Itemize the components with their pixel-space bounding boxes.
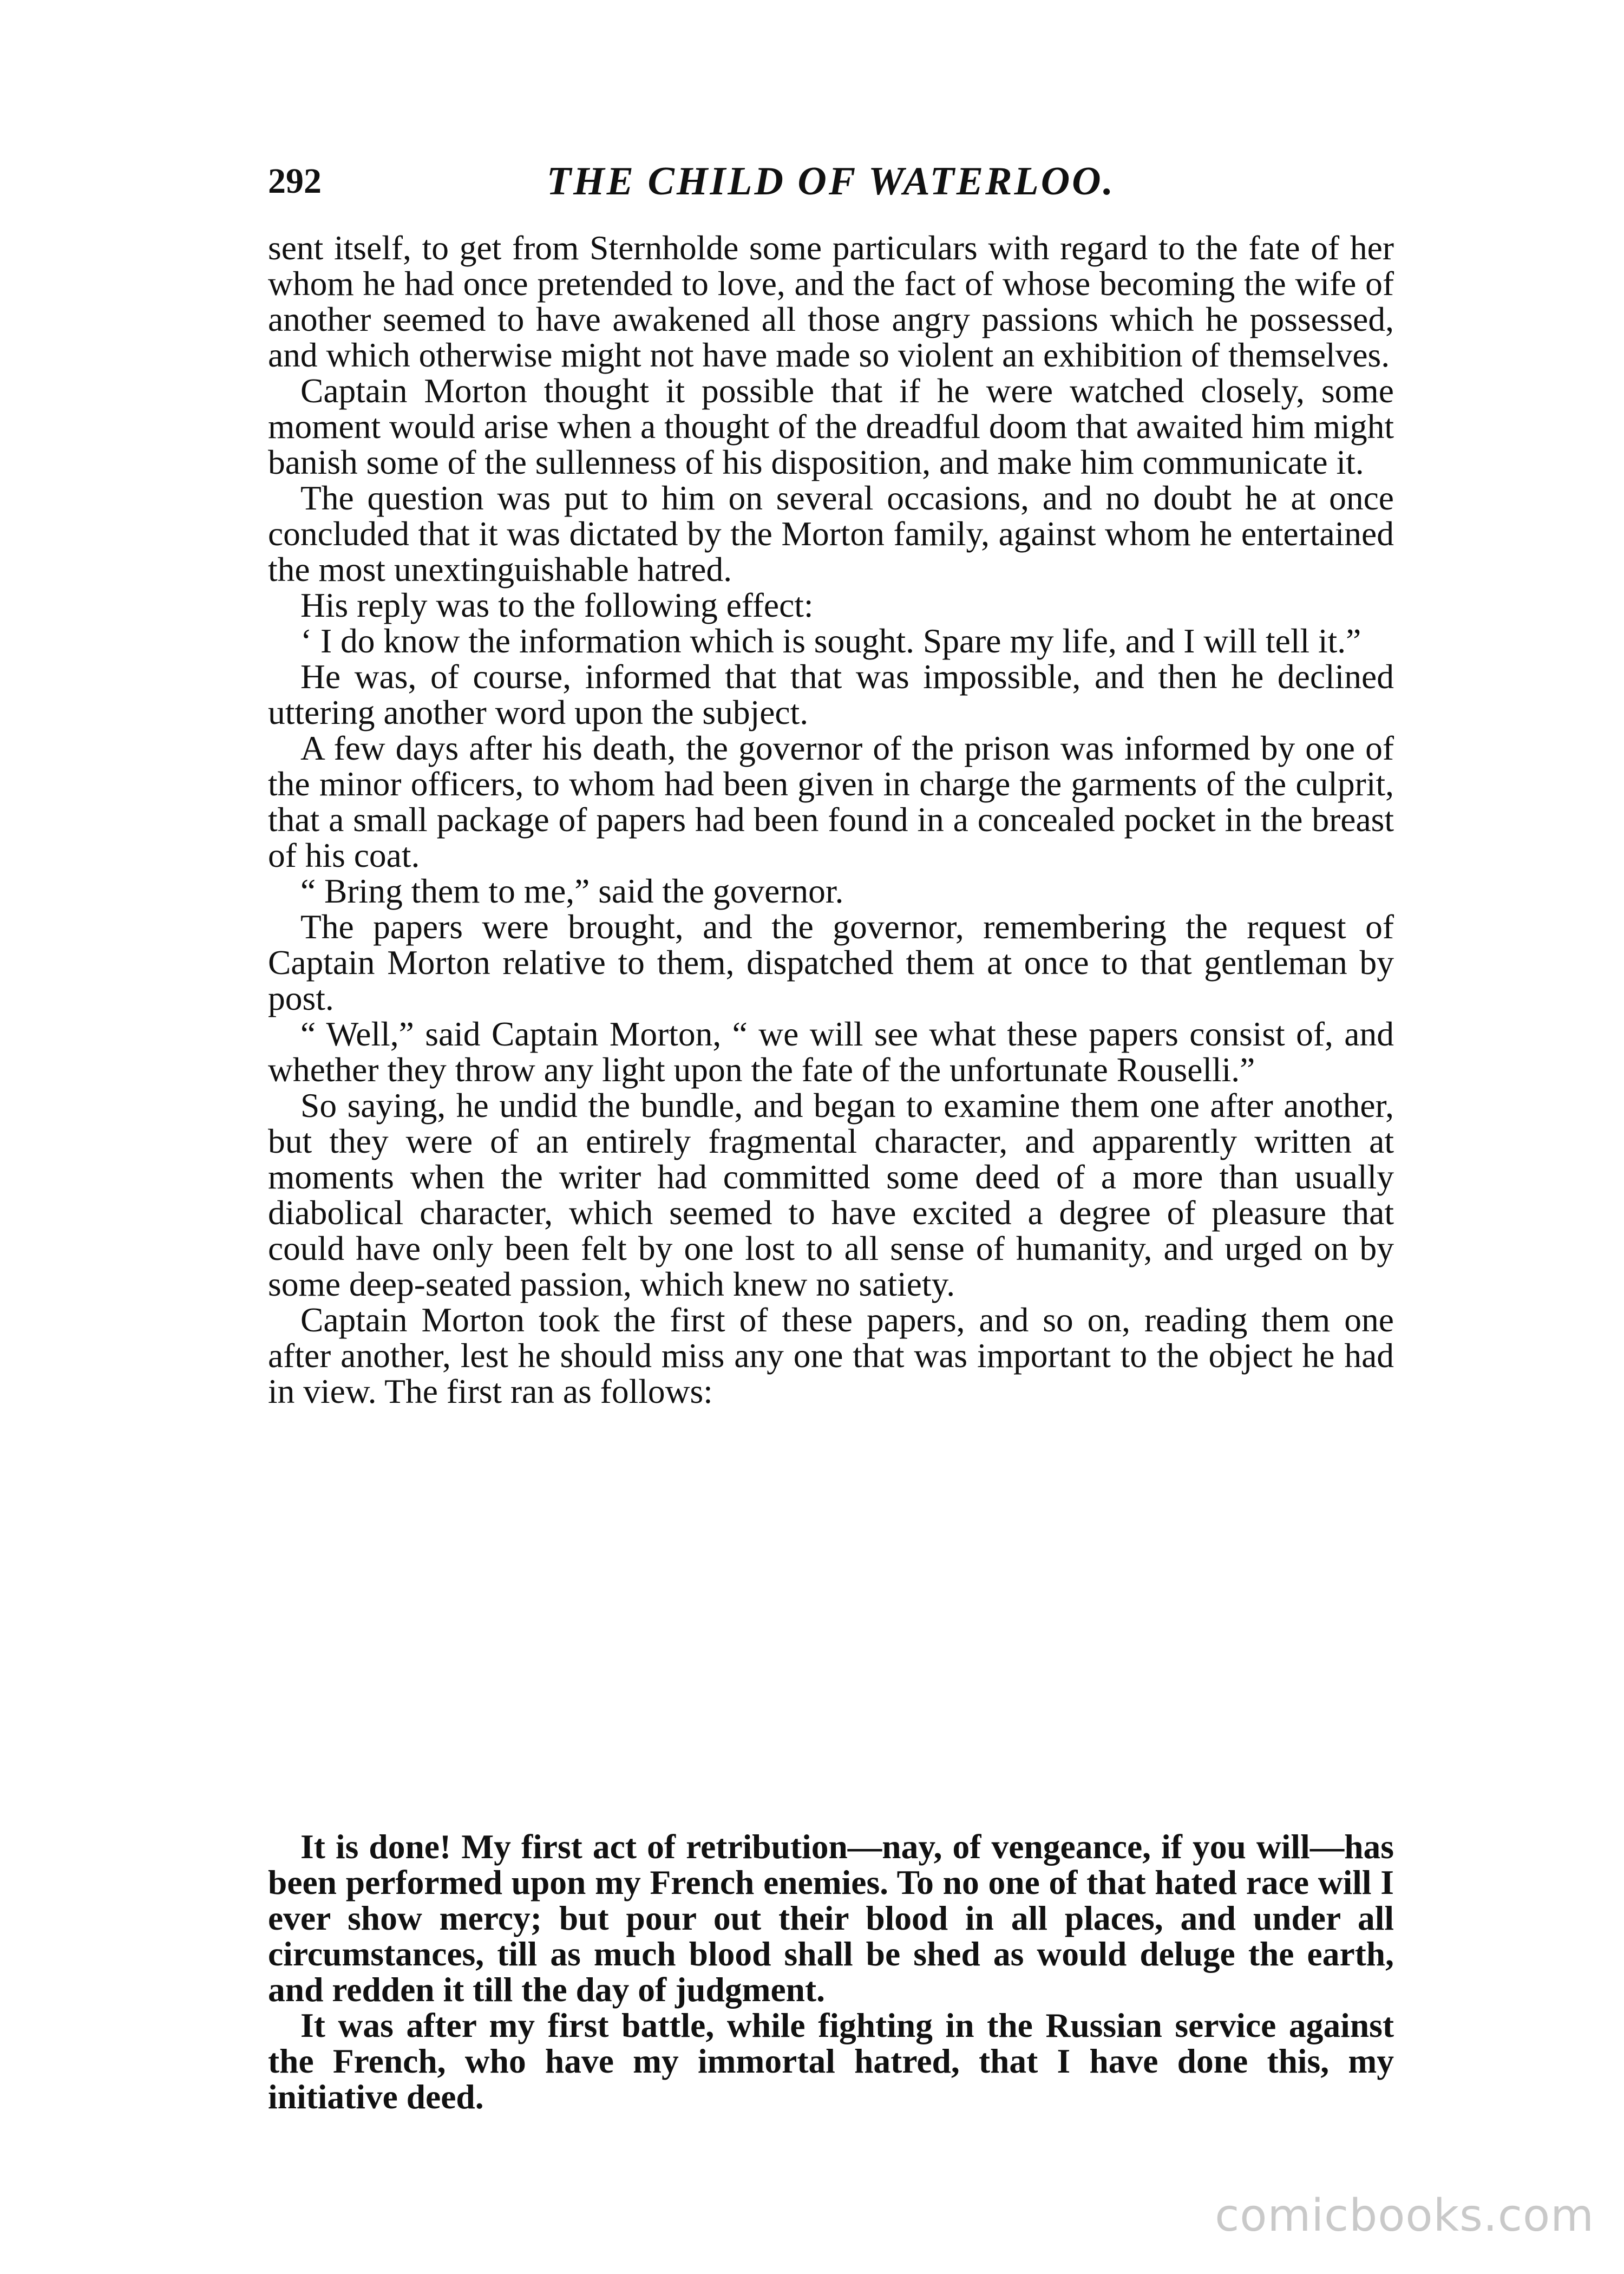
letter-paragraph: It is done! My first act of retribution—nay, of vengeance, if you will—has been performed upon my French enemies. To no one of that hated race will I ever show mercy; but pour out their blood in all places, and under all circumstances, till as much blood shall be shed as would deluge the earth, and redden it till the day of judgment. xyxy=(268,1827,1394,2009)
paragraph: He was, of course, informed that that was impossible, and then he declined uttering another word upon the subject. xyxy=(268,657,1394,731)
letter-paragraph: It was after my first battle, while fighting in the Russian service against the French, who have my immortal hatred, that I have done this, my initiative deed. xyxy=(268,2006,1394,2116)
quoted-reply: ‘ I do know the information which is sought. Spare my life, and I will tell it.” xyxy=(300,622,1361,660)
paragraph: A few days after his death, the governor of the prison was informed by one of the minor officers, to whom had been given in charge the garments of the culprit, that a small package of papers had been found in a concealed pocket in the breast of his coat. xyxy=(268,729,1394,874)
running-title: THE CHILD OF WATERLOO. xyxy=(546,159,1116,204)
paragraph: Captain Morton thought it possible that if he were watched closely, some moment would arise when a thought of the dreadful doom that awaited him might banish some of the sullenness of his disposition, and make him communicate it. xyxy=(268,371,1394,481)
body-text xyxy=(268,230,1394,1409)
paragraph: “ Well,” said Captain Morton, “ we will see what these papers consist of, and whether they throw any light upon the fate of the unfortunate Rouselli.” xyxy=(268,1015,1394,1089)
paragraph: Captain Morton took the first of these papers, and so on, reading them one after another, lest he should miss any one that was important to the object he had in view. The first ran as follows: xyxy=(268,1301,1394,1410)
watermark: comicbooks.com xyxy=(1215,2190,1594,2242)
paragraph: “ Bring them to me,” said the governor. xyxy=(300,872,844,910)
paragraph: The question was put to him on several occasions, and no doubt he at once concluded that it was dictated by the Morton family, against whom he entertained the most unextinguishable hatred. xyxy=(268,479,1394,589)
page-header xyxy=(268,152,1394,211)
letter-text xyxy=(268,1829,1394,2115)
paragraph: So saying, he undid the bundle, and began to examine them one after another, but they were of an entirely fragmental character, and apparently written at moments when the writer had committed some deed of a more than usually diabolical character, which seemed to have excited a degree of pleasure that could have only been felt by one lost to all sense of humanity, and urged on by some deep-seated passion, which knew no satiety. xyxy=(268,1086,1394,1303)
paragraph: The papers were brought, and the governor, remembering the request of Captain Morton relative to them, dispatched them at once to that gentleman by post. xyxy=(268,907,1394,1017)
paragraph: sent itself, to get from Sternholde some particulars with regard to the fate of her whom he had once pretended to love, and the fact of whose becoming the wife of another seemed to have awakened all those angry passions which he possessed, and which otherwise might not have made so violent an exhibition of themselves. xyxy=(268,228,1394,374)
paragraph: His reply was to the following effect: xyxy=(300,586,814,624)
page-number: 292 xyxy=(268,161,322,201)
